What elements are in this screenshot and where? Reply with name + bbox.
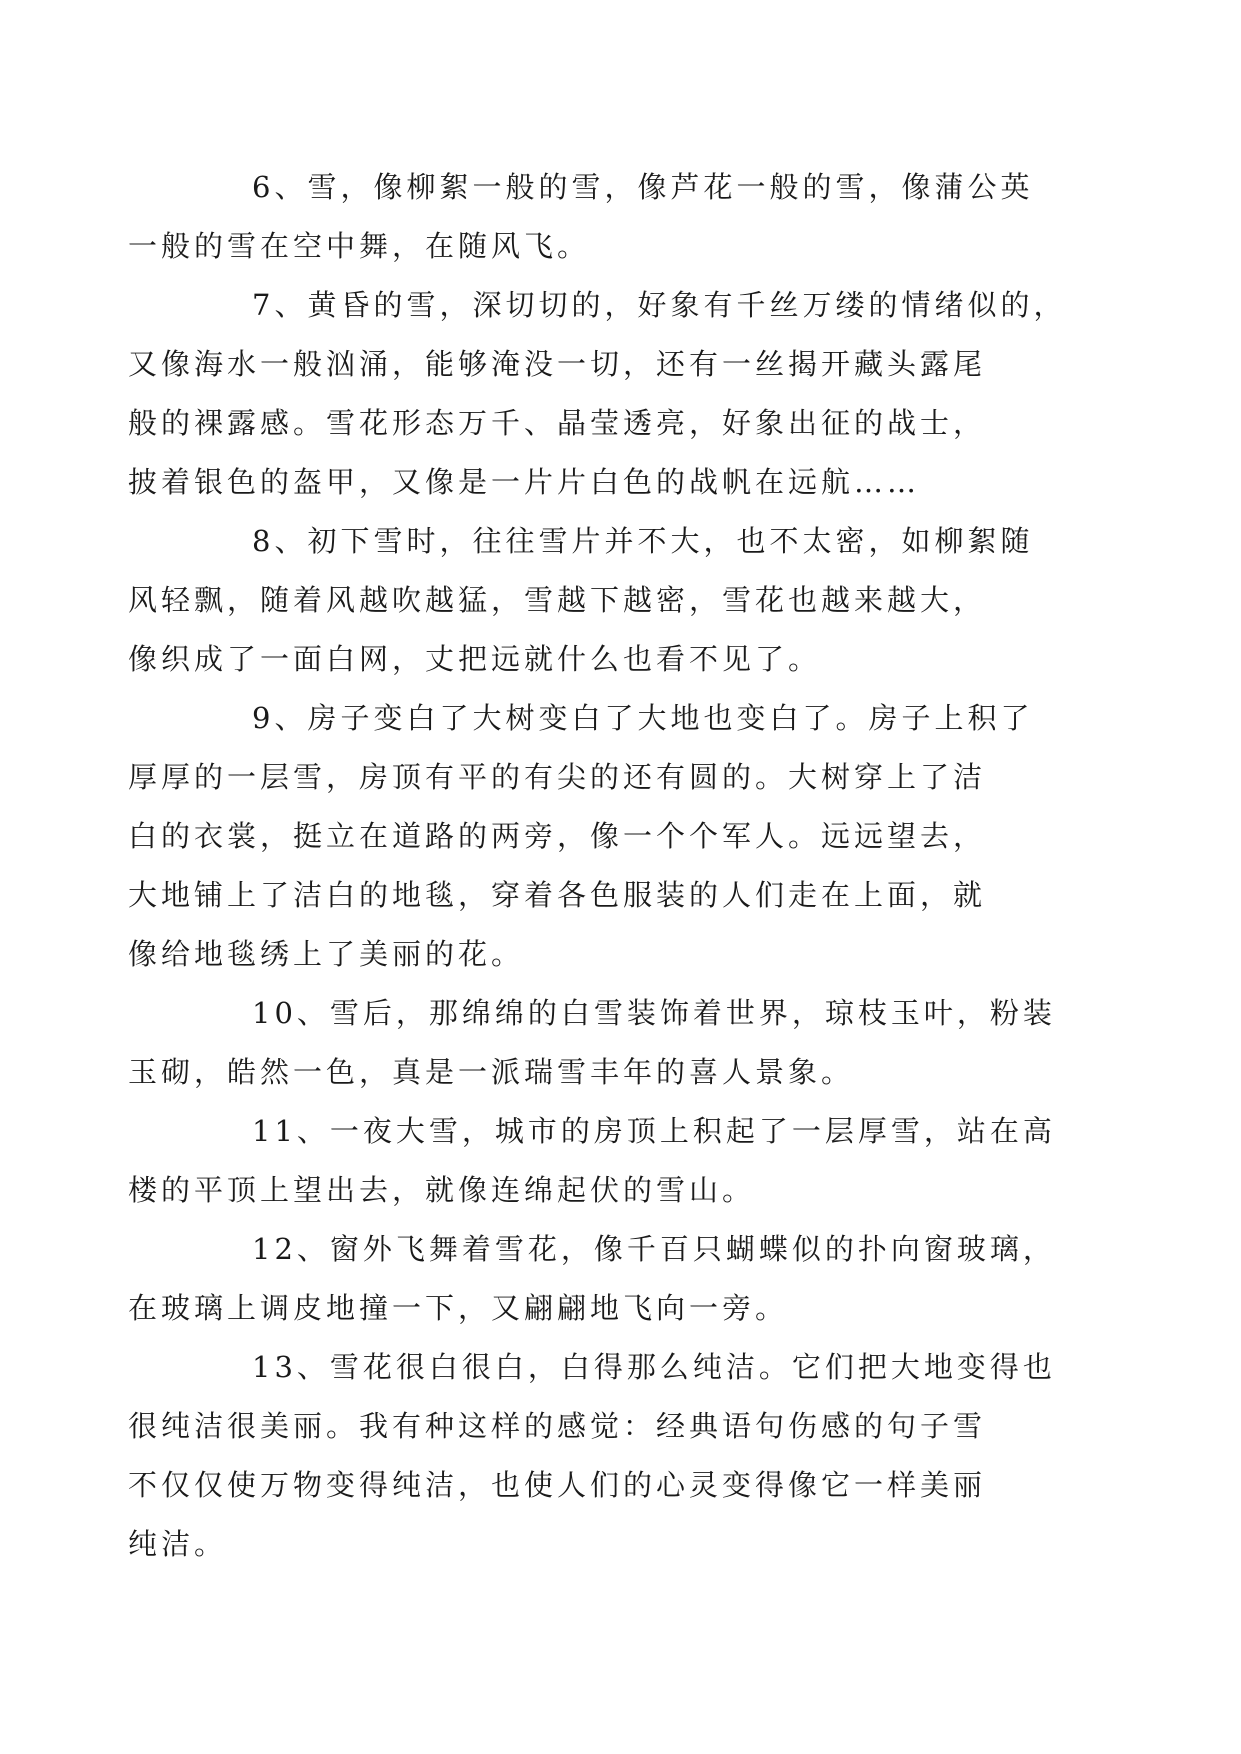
paragraph-7: [128, 276, 1067, 512]
text-line: 大地铺上了洁白的地毯，穿着各色服装的人们走在上面，就: [128, 878, 987, 912]
paragraph-9: [128, 689, 1060, 984]
paragraph-12: [128, 1220, 1060, 1338]
text-line: 又像海水一般汹涌，能够淹没一切，还有一丝揭开藏头露尾: [128, 347, 987, 381]
text-line: 风轻飘，随着风越吹越猛，雪越下越密，雪花也越来越大，: [128, 583, 987, 617]
paragraph-8: [128, 512, 1060, 689]
text-line: 像织成了一面白网，丈把远就什么也看不见了。: [128, 642, 822, 676]
document-body: [128, 158, 1067, 1574]
text-line: 12、窗外飞舞着雪花，像千百只蝴蝶似的扑向窗玻璃，: [252, 1232, 1056, 1266]
text-line: 楼的平顶上望出去，就像连绵起伏的雪山。: [128, 1173, 756, 1207]
paragraph-11: [128, 1102, 1060, 1220]
text-line: 一般的雪在空中舞，在随风飞。: [128, 229, 591, 263]
text-line: 白的衣裳，挺立在道路的两旁，像一个个军人。远远望去，: [128, 819, 987, 853]
text-line: 8、初下雪时，往往雪片并不大，也不太密，如柳絮随: [252, 524, 1034, 558]
text-line: 般的裸露感。雪花形态万千、晶莹透亮，好象出征的战士，: [128, 406, 987, 440]
text-line: 6、雪，像柳絮一般的雪，像芦花一般的雪，像蒲公英: [252, 170, 1034, 204]
text-line: 在玻璃上调皮地撞一下，又翩翩地飞向一旁。: [128, 1291, 789, 1325]
paragraph-10: [128, 984, 1060, 1102]
text-line: 9、房子变白了大树变白了大地也变白了。房子上积了: [252, 701, 1034, 735]
paragraph-13: [128, 1338, 1060, 1574]
text-line: 玉砌，皓然一色，真是一派瑞雪丰年的喜人景象。: [128, 1055, 855, 1089]
text-line: 披着银色的盔甲，又像是一片片白色的战帆在远航……: [128, 465, 921, 499]
text-line: 7、黄昏的雪，深切切的，好象有千丝万缕的情绪似的，: [252, 288, 1067, 322]
text-line: 10、雪后，那绵绵的白雪装饰着世界，琼枝玉叶，粉装: [252, 996, 1056, 1030]
text-line: 不仅仅使万物变得纯洁，也使人们的心灵变得像它一样美丽: [128, 1468, 987, 1502]
text-line: 13、雪花很白很白，白得那么纯洁。它们把大地变得也: [252, 1350, 1056, 1384]
paragraph-6: [128, 158, 1060, 276]
text-line: 厚厚的一层雪，房顶有平的有尖的还有圆的。大树穿上了洁: [128, 760, 987, 794]
text-line: 纯洁。: [128, 1527, 228, 1561]
text-line: 像给地毯绣上了美丽的花。: [128, 937, 525, 971]
text-line: 11、一夜大雪，城市的房顶上积起了一层厚雪，站在高: [252, 1114, 1056, 1148]
text-line: 很纯洁很美丽。我有种这样的感觉：经典语句伤感的句子雪: [128, 1409, 987, 1443]
